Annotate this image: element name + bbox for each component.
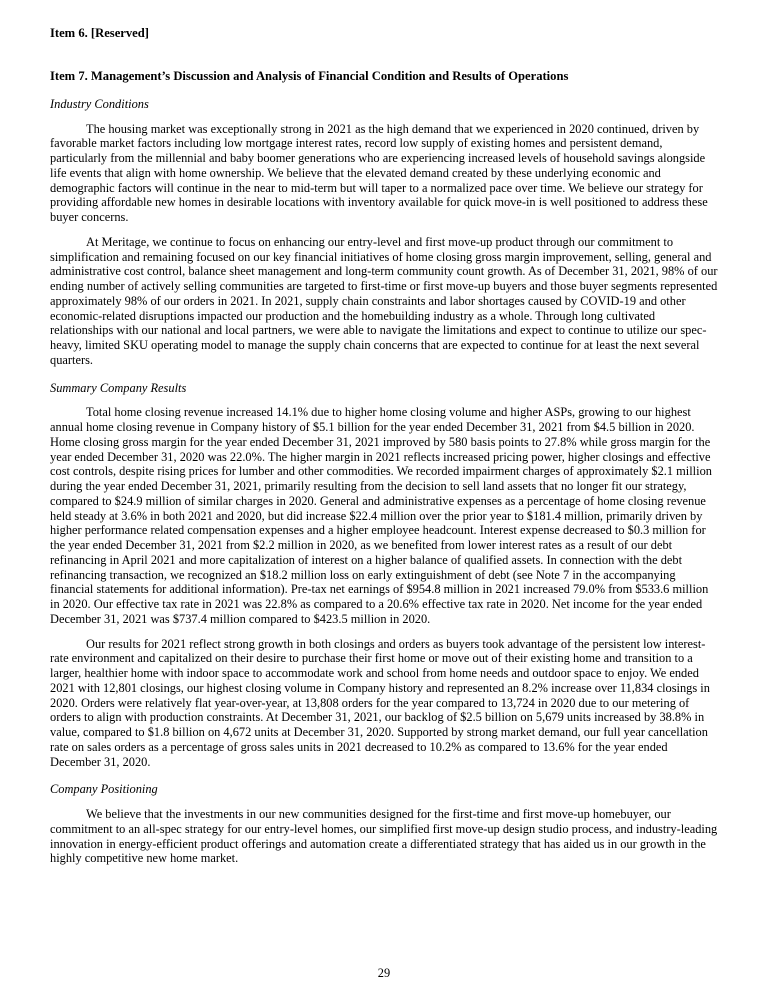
item7-heading: Item 7. Management’s Discussion and Analysis of Financial Condition and Results of Operations [50,68,569,83]
paragraph: At Meritage, we continue to focus on enhancing our entry-level and first move-up product through our commitment to simplification and remaining focused on our key financial initiatives of home closing gross margin improvement, selling, general and administrative cost control, balance sheet management and long-term community count growth. As of December 31, 2021, 98% of our ending number of actively selling communities are targeted to first-time or first move-up buyers and those buyer segments represented approximately 98% of our orders in 2021. In 2021, supply chain constraints and labor shortages caused by COVID-19 and other economic-related disruptions impacted our production and the homebuilding industry as a whole. Through long cultivated relationships with our national and local partners, we were able to navigate the limitations and expect to continue to utilize our spec-heavy, limited SKU operating model to manage the supply chain concerns that are expected to continue for at least the next several quarters. [50,234,718,367]
page-number: 29 [377,966,391,980]
section-title-company-positioning: Company Positioning [50,782,158,797]
section-industry-conditions [50,97,718,368]
item6-heading: Item 6. [Reserved] [50,26,149,40]
section-title-summary-company-results: Summary Company Results [50,380,187,395]
section-summary-company-results [50,381,718,770]
section-company-positioning [50,782,718,866]
paragraph: The housing market was exceptionally strong in 2021 as the high demand that we experienced in 2020 continued, driven by favorable market factors including low mortgage interest rates, record low supply of existing homes and persistent demand, particularly from the millennial and baby boomer generations who are experiencing increased levels of household savings alongside life events that align with home ownership. We believe that the elevated demand created by these underlying economic and demographic factors will continue in the near to mid-term but will taper to a normalized pace over time. We believe our strategy for providing affordable new homes in desirable locations with inventory available for quick move-in is well positioned to address these buyer concerns. [50,121,708,225]
paragraph: We believe that the investments in our new communities designed for the first-time and first move-up homebuyer, our commitment to an all-spec strategy for our entry-level homes, our simplified first move-up design studio process, and industry-leading innovation in energy-efficient product offerings and automation create a differentiated strategy that has aided us in our growth in the highly competitive new home market. [50,807,718,866]
section-title-industry-conditions: Industry Conditions [50,96,149,111]
paragraph: Total home closing revenue increased 14.1% due to higher home closing volume and higher ASPs, growing to our highest annual home closing revenue in Company history of $5.1 billion for the year ended December 31, 2021 from $4.5 billion in 2020. Home closing gross margin for the year ended December 31, 2021 improved by 580 basis points to 27.8% while gross margin for the year ended December 31, 2020 was 22.0%. The higher margin in 2021 reflects increased pricing power, higher closings and effective cost controls, despite rising prices for lumber and other commodities. We recorded impairment charges of approximately $2.1 million during the year ended December 31, 2021, primarily resulting from the decision to sell land assets that no longer fit our strategy, compared to $24.9 million of similar charges in 2020. General and administrative expenses as a percentage of home closing revenue held steady at 3.6% in both 2021 and 2020, but did increase $22.4 million over the prior year to $181.4 million, primarily driven by higher performance related compensation expenses and a higher employee headcount. Interest expense decreased to $0.3 million for the year ended December 31, 2021 from $2.2 million in 2020, as we benefited from lower interest rates as a result of our debt refinancing in April 2021 and more capitalization of interest on a higher balance of qualified assets. In connection with the debt refinancing transaction, we recognized an $18.2 million loss on early extinguishment of debt (see Note 7 in the accompanying financial statements for additional information). Pre-tax net earnings of $954.8 million in 2021 increased 79.0% from $533.6 million in 2020. Our effective tax rate in 2021 was 22.8% as compared to a 20.6% effective tax rate in 2020. Net income for the year ended December 31, 2021 was $737.4 million compared to $423.5 million in 2020. [50,405,712,626]
paragraph: Our results for 2021 reflect strong growth in both closings and orders as buyers took advantage of the persistent low interest-rate environment and capitalized on their desire to purchase their first home or move out of their existing home and transition to a larger, healthier home with indoor space to accommodate work and school from home needs and outdoor space to enjoy. We ended 2021 with 12,801 closings, our highest closing volume in Company history and represented an 8.2% increase over 11,834 closings in 2020. Orders were relatively flat year-over-year, at 13,808 orders for the year compared to 13,724 in 2020 due to our metering of orders to align with production constraints. At December 31, 2021, our backlog of $2.5 billion on 5,679 units increased by 38.8% in value, compared to $1.8 billion on 4,672 units at December 31, 2020. Supported by strong market demand, our full year cancellation rate on sales orders as a percentage of gross sales units in 2021 decreased to 10.2% as compared to 13.6% for the year ended December 31, 2020. [50,636,710,769]
